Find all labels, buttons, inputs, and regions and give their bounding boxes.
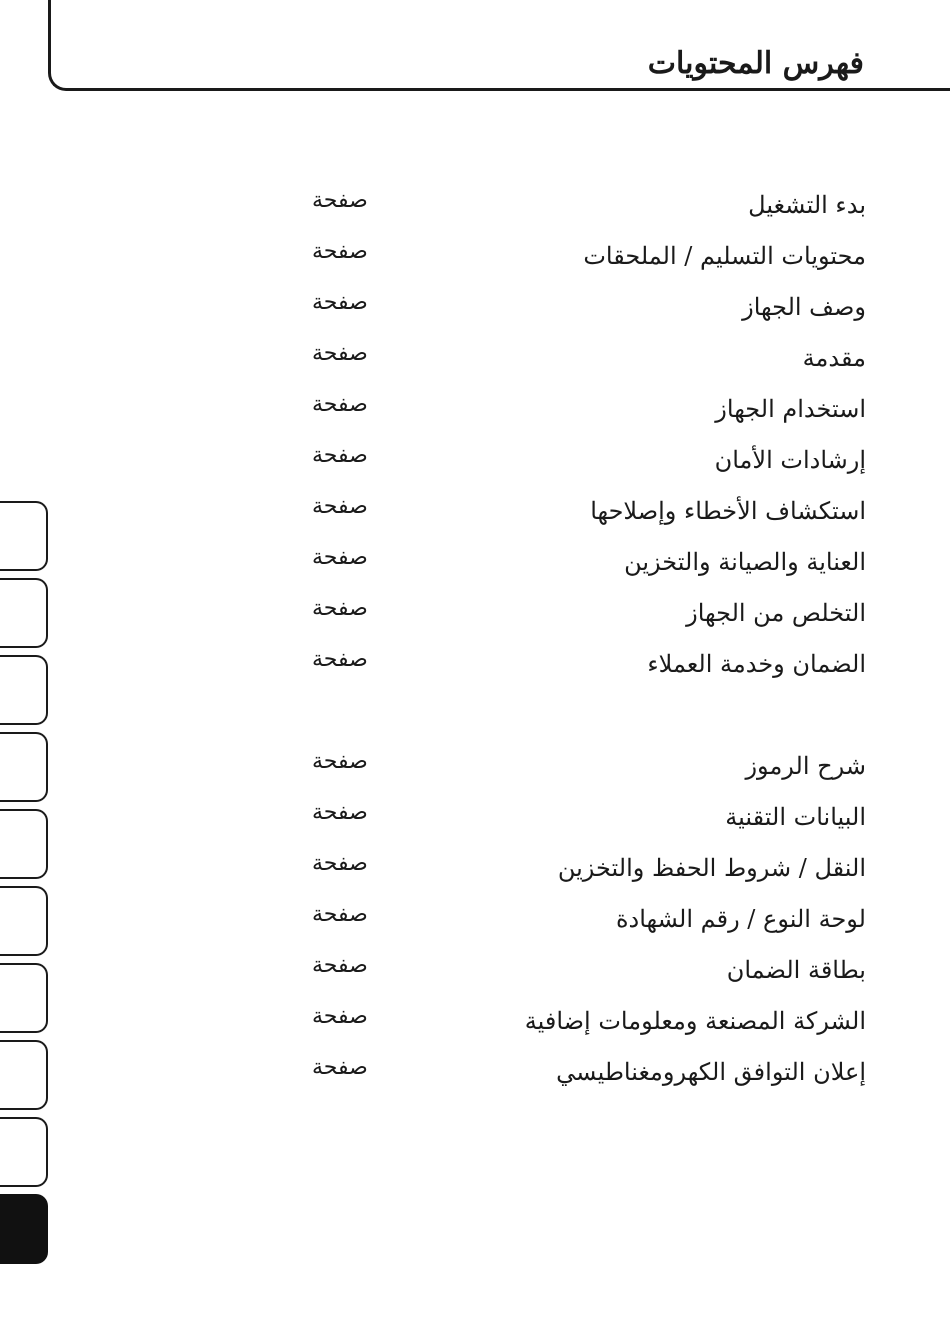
side-tab[interactable]	[0, 809, 48, 879]
toc-item[interactable]	[300, 384, 866, 435]
toc-item[interactable]	[300, 741, 866, 792]
page-title: فهرس المحتويات	[647, 46, 864, 81]
toc-item-title: لوحة النوع / رقم الشهادة	[615, 905, 866, 933]
side-tab[interactable]	[0, 1117, 48, 1187]
toc-item-page-label: صفحة	[312, 443, 368, 468]
toc-item-page-label: صفحة	[312, 1004, 368, 1029]
toc-item[interactable]	[300, 945, 866, 996]
toc-item-page-label: صفحة	[312, 749, 368, 774]
side-tab[interactable]	[0, 732, 48, 802]
toc-item-title: إعلان التوافق الكهرومغناطيسي	[556, 1058, 866, 1086]
side-tab[interactable]	[0, 578, 48, 648]
toc-item[interactable]	[300, 282, 866, 333]
toc-item[interactable]	[300, 435, 866, 486]
toc-item-title: بطاقة الضمان	[726, 956, 866, 984]
toc-item-page-label: صفحة	[312, 953, 368, 978]
toc-group-main	[300, 180, 866, 690]
toc-item[interactable]	[300, 792, 866, 843]
toc-item[interactable]	[300, 639, 866, 690]
toc-item-page-label: صفحة	[312, 239, 368, 264]
toc-item-title: مقدمة	[802, 344, 866, 372]
toc-item-title: العناية والصيانة والتخزين	[624, 548, 866, 576]
toc-item[interactable]	[300, 537, 866, 588]
toc-item[interactable]	[300, 180, 866, 231]
toc-item-page-label: صفحة	[312, 800, 368, 825]
side-tab-active[interactable]	[0, 1194, 48, 1264]
toc-item-title: استكشاف الأخطاء وإصلاحها	[590, 497, 866, 525]
toc-item-page-label: صفحة	[312, 188, 368, 213]
toc-item-title: محتويات التسليم / الملحقات	[583, 242, 866, 270]
toc-item-page-label: صفحة	[312, 290, 368, 315]
toc-item[interactable]	[300, 231, 866, 282]
toc-item[interactable]	[300, 588, 866, 639]
side-tab[interactable]	[0, 886, 48, 956]
toc-item[interactable]	[300, 996, 866, 1047]
toc-item-title: الضمان وخدمة العملاء	[647, 650, 866, 678]
side-tab[interactable]	[0, 963, 48, 1033]
toc-item-page-label: صفحة	[312, 647, 368, 672]
toc-item[interactable]	[300, 843, 866, 894]
toc-item-title: النقل / شروط الحفظ والتخزين	[557, 854, 866, 882]
toc-item-title: وصف الجهاز	[742, 293, 866, 321]
side-tab-strip	[0, 501, 48, 1271]
toc-item-page-label: صفحة	[312, 341, 368, 366]
toc-item-title: التخلص من الجهاز	[686, 599, 866, 627]
toc-item-page-label: صفحة	[312, 596, 368, 621]
toc-item-title: شرح الرموز	[745, 752, 866, 780]
toc-item[interactable]	[300, 486, 866, 537]
toc-item[interactable]	[300, 333, 866, 384]
side-tab[interactable]	[0, 501, 48, 571]
toc-item-page-label: صفحة	[312, 1055, 368, 1080]
toc-group-appendix	[300, 741, 866, 1098]
table-of-contents	[300, 180, 866, 1098]
toc-item-page-label: صفحة	[312, 902, 368, 927]
toc-item-title: البيانات التقنية	[725, 803, 866, 831]
toc-item-page-label: صفحة	[312, 494, 368, 519]
toc-item-title: الشركة المصنعة ومعلومات إضافية	[524, 1007, 866, 1035]
side-tab[interactable]	[0, 655, 48, 725]
toc-item[interactable]	[300, 1047, 866, 1098]
toc-item-title: بدء التشغيل	[748, 191, 866, 219]
toc-item-title: إرشادات الأمان	[714, 446, 866, 474]
side-tab[interactable]	[0, 1040, 48, 1110]
toc-item[interactable]	[300, 894, 866, 945]
toc-item-page-label: صفحة	[312, 851, 368, 876]
toc-item-page-label: صفحة	[312, 392, 368, 417]
toc-item-title: استخدام الجهاز	[715, 395, 866, 423]
toc-item-page-label: صفحة	[312, 545, 368, 570]
